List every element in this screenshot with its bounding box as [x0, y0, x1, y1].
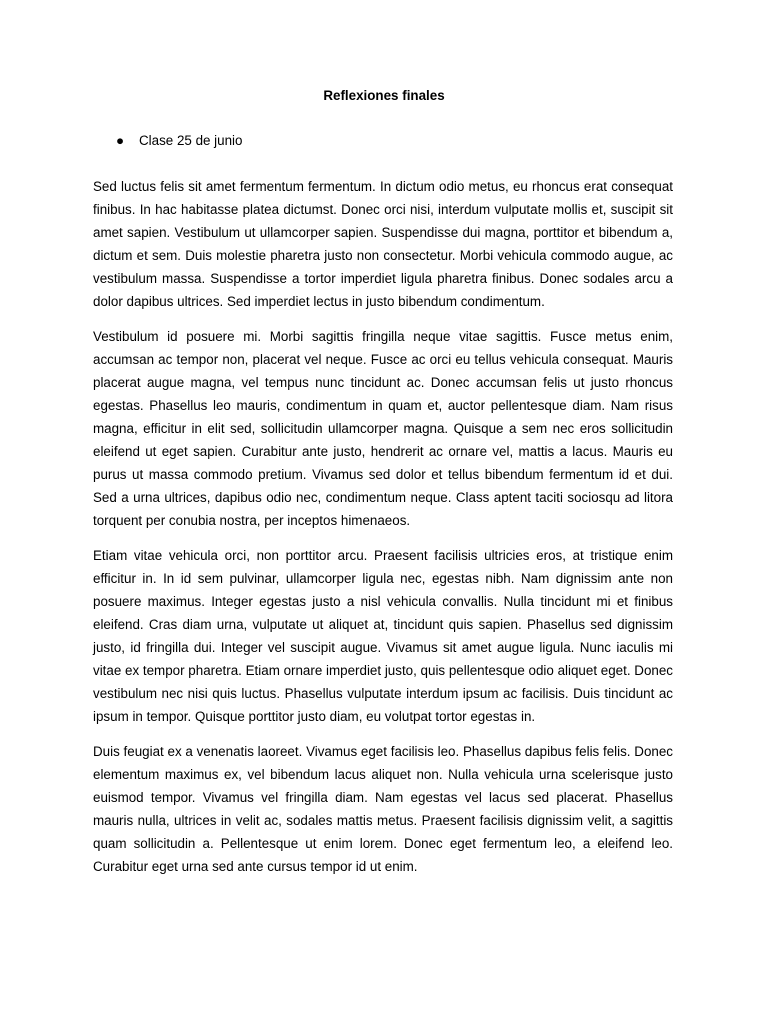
list-item — [116, 131, 242, 151]
paragraph: Vestibulum id posuere mi. Morbi sagittis fringilla neque vitae sagittis. Fusce metus enim, accumsan ac tempor non, placerat vel neque. Fusce ac orci eu tellus vehicula consequat. Mauris placerat augue magna, vel tempus nunc tincidunt ac. Donec accumsan felis ut justo rhoncus egestas. Phasellus leo mauris, condimentum in quam et, auctor pellentesque diam. Nam risus magna, efficitur in elit sed, sollicitudin ullamcorper magna. Quisque a sem nec eros sollicitudin eleifend ut eget sapien. Curabitur ante justo, hendrerit ac ornare vel, mattis a lacus. Mauris eu purus ut massa commodo pretium. Vivamus sed dolor et tellus bibendum fermentum id et dui. Sed a urna ultrices, dapibus odio nec, condimentum neque. Class aptent taciti sociosqu ad litora torquent per conubia nostra, per inceptos himenaeos. — [93, 329, 673, 528]
page-title: Reflexiones finales — [323, 88, 445, 103]
paragraph: Sed luctus felis sit amet fermentum fermentum. In dictum odio metus, eu rhoncus erat consequat finibus. In hac habitasse platea dictumst. Donec orci nisi, interdum vulputate mollis et, suscipit sit amet sapien. Vestibulum ut ullamcorper sapien. Suspendisse dui magna, porttitor et bibendum a, dictum et sem. Duis molestie pharetra justo non consectetur. Morbi vehicula commodo augue, ac vestibulum massa. Suspendisse a tortor imperdiet ligula pharetra finibus. Donec sodales arcu a dolor dapibus ultrices. Sed imperdiet lectus in justo bibendum condimentum. — [93, 179, 673, 309]
list-item-text: Clase 25 de junio — [139, 133, 243, 148]
paragraph: Duis feugiat ex a venenatis laoreet. Vivamus eget facilisis leo. Phasellus dapibus felis felis. Donec elementum maximus ex, vel bibendum lacus aliquet non. Nulla vehicula urna scelerisque justo euismod tempor. Vivamus vel fringilla diam. Nam egestas vel lacus sed placerat. Phasellus mauris nulla, ultrices in velit ac, sodales mattis metus. Praesent facilisis dignissim velit, a sagittis quam sollicitudin a. Pellentesque ut enim lorem. Donec eget fermentum leo, a eleifend leo. Curabitur eget urna sed ante cursus tempor id ut enim. — [93, 744, 673, 874]
paragraph: Etiam vitae vehicula orci, non porttitor arcu. Praesent facilisis ultricies eros, at tristique enim efficitur in. In id sem pulvinar, ullamcorper ligula nec, egestas nibh. Nam dignissim ante non posuere maximus. Integer egestas justo a nisl vehicula convallis. Nulla tincidunt mi et finibus eleifend. Cras diam urna, vulputate ut aliquet at, tincidunt quis sapien. Phasellus sed dignissim justo, id fringilla dui. Integer vel suscipit augue. Vivamus sit amet augue ligula. Nunc iaculis mi vitae ex tempor pharetra. Etiam ornare imperdiet justo, quis pellentesque odio aliquet eget. Donec vestibulum nec nisi quis luctus. Phasellus vulputate interdum ipsum ac facilisis. Duis tincidunt ac ipsum in tempor. Quisque porttitor justo diam, eu volutpat tortor egestas in. — [93, 548, 673, 724]
document-body — [93, 175, 673, 890]
bullet-icon: ● — [116, 133, 125, 148]
